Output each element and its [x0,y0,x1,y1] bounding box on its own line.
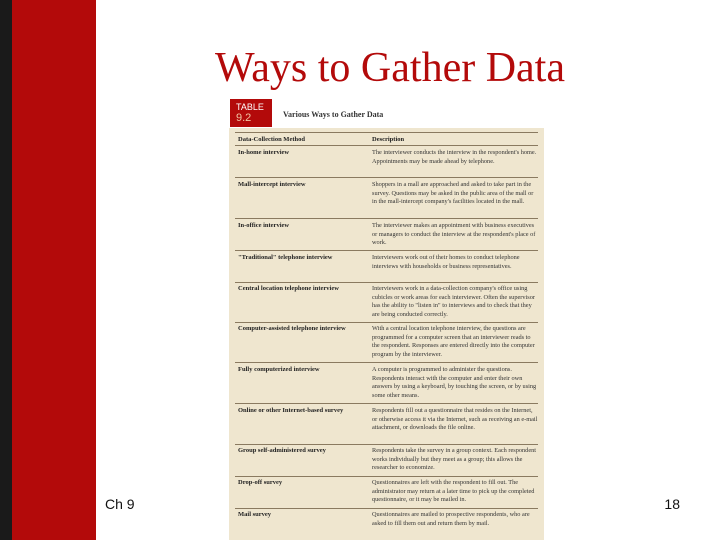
row-description: Interviewers work in a data-collection company's office using cubicles or work areas for each interviewer. Often the supervisor has the ability to "listen in" to interviews and to check that they are being conducted correctly. [372,285,535,318]
row-divider [235,282,538,283]
row-description: A computer is programmed to administer the questions. Respondents interact with the computer and enter their own answers by using a keyboard, by touching the screen, or by using some other means. [372,366,537,399]
left-dark-bar [0,0,12,540]
row-divider [235,218,538,219]
row-description: The interviewer conducts the interview in the respondent's home. Appointments may be made ahead by telephone. [372,149,537,165]
row-description: Respondents fill out a questionnaire that resides on the Internet, or otherwise access it via the Internet, such as receiving an e-mail attachment, or downloads the file online. [372,407,538,432]
row-description: Interviewers work out of their homes to conduct telephone interviews with households or business representatives. [372,254,520,270]
row-description: Respondents take the survey in a group context. Each respondent works individually but they meet as a group; this allows the researcher to economize. [372,447,537,472]
row-method: Mail survey [238,511,272,518]
row-divider [235,322,538,323]
slide-title: Ways to Gather Data [215,45,565,91]
row-method: In-office interview [238,222,290,229]
table-badge [230,99,272,127]
row-divider [235,508,538,509]
table-header [229,98,544,128]
row-divider [235,403,538,404]
table-badge-number: 9.2 [236,112,252,124]
row-divider [235,177,538,178]
row-divider [235,362,538,363]
footer-chapter: Ch 9 [105,496,135,512]
row-method: "Traditional" telephone interview [238,254,333,261]
table-top-rule [235,132,538,133]
row-method: Drop-off survey [238,479,283,486]
row-description: Shoppers in a mall are approached and asked to take part in the survey. Questions may be asked in the public area of the mall or in the mall-intercept company's facilities located in the mall. [372,181,534,206]
row-description: The interviewer makes an appointment with business executives or managers to conduct the interview at the respondent's place of work. [372,222,536,247]
column-header-description: Description [372,136,405,143]
row-method: Fully computerized interview [238,366,320,373]
row-divider [235,250,538,251]
row-method: Group self-administered survey [238,447,326,454]
row-divider [235,444,538,445]
row-divider [235,476,538,477]
left-red-bar [12,0,96,540]
row-method: Central location telephone interview [238,285,339,292]
row-method: Mall-intercept interview [238,181,306,188]
row-description: Questionnaires are left with the respondent to fill out. The administrator may return at a later time to pick up the completed questionnaire, or it may be mailed in. [372,479,535,504]
column-header-method: Data-Collection Method [238,136,305,143]
row-method: Online or other Internet-based survey [238,407,344,414]
row-method: Computer-assisted telephone interview [238,325,346,332]
table-badge-label: TABLE [236,102,264,112]
row-description: With a central location telephone interview, the questions are programmed for a computer screen that an interviewer reads to the respondent. Responses are entered directly into the computer program by the interviewer. [372,325,535,358]
column-header-rule [235,145,538,146]
row-description: Questionnaires are mailed to prospective respondents, who are asked to fill them out and return them by mail. [372,511,530,527]
footer-page-number: 18 [664,496,680,512]
table-figure [229,98,544,540]
row-method: In-home interview [238,149,290,156]
table-title: Various Ways to Gather Data [283,110,384,119]
